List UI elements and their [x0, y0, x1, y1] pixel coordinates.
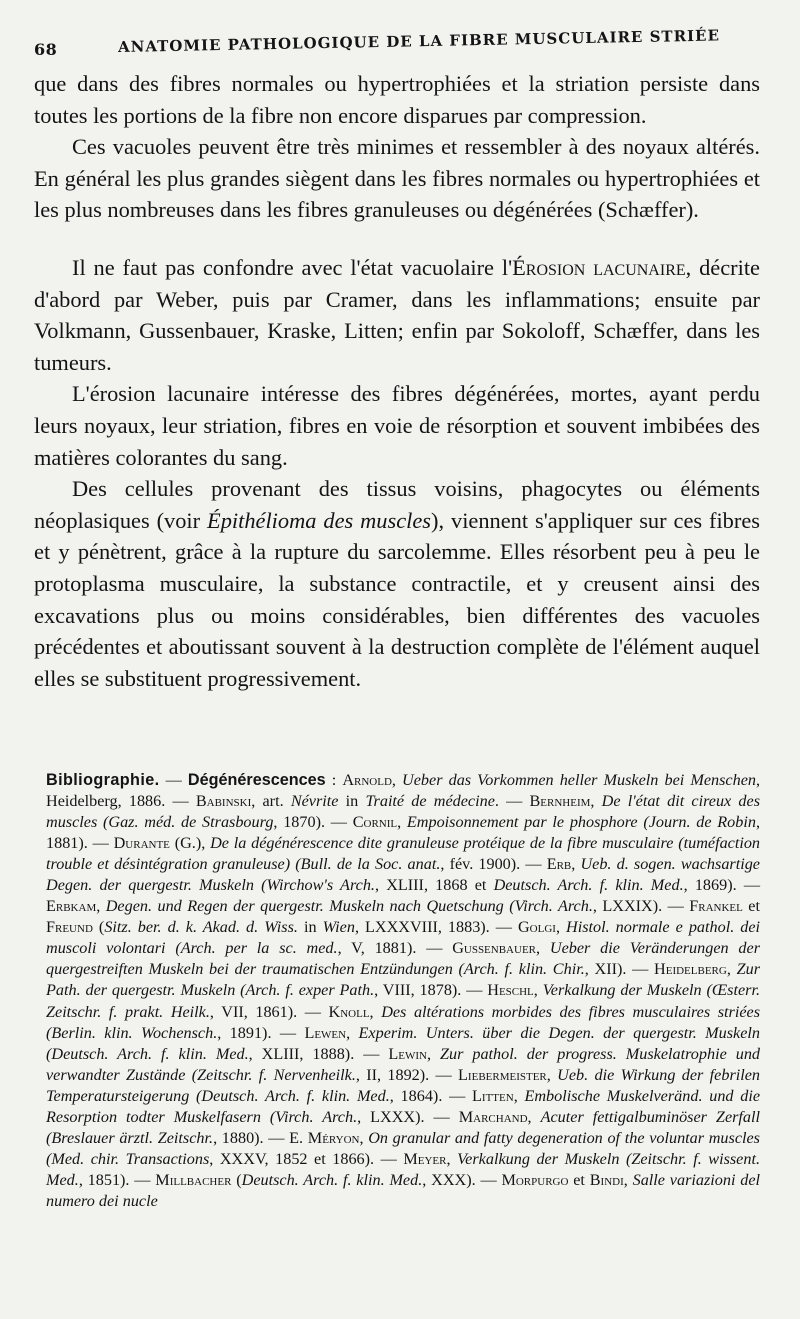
page-number: 68: [34, 40, 58, 59]
author: Durante (G.): [113, 834, 202, 853]
author: Bernheim: [529, 792, 591, 811]
text-run: in: [338, 792, 366, 811]
citation-title: Deutsch. Arch. f. klin. Med.: [493, 876, 684, 895]
author: Marchand: [458, 1107, 528, 1126]
citation-title: Verkalkung der Muskeln (Œsterr. Zeitschr. f. prakt. Heilk.: [46, 981, 760, 1021]
text-run: ,: [346, 1023, 359, 1042]
author: Liebermeister: [458, 1065, 547, 1084]
author: Lewin: [388, 1044, 427, 1063]
citation-title: Deutsch. Arch. f. klin. Med.: [241, 1170, 423, 1189]
text-run: , XXXV, 1852 et 1866). —: [209, 1149, 404, 1168]
text-run: (: [92, 918, 105, 937]
text-run: , XXX). —: [422, 1170, 502, 1189]
text-run: ,: [359, 1128, 369, 1147]
text-run: ,: [571, 855, 581, 874]
page-header: [34, 26, 760, 60]
author: Babinski: [195, 792, 252, 811]
text-run: ,: [96, 897, 106, 916]
text-run: , 1880). —: [213, 1128, 290, 1147]
text-run: , 1864). —: [389, 1086, 473, 1105]
author: Frankel: [689, 897, 743, 916]
text-run: ,: [533, 981, 543, 1000]
text-run: ,: [391, 771, 403, 789]
text-run: , LXXX). —: [357, 1107, 459, 1126]
text-run: ,: [555, 918, 567, 937]
citation-title: Salle variazioni del numero dei nucle: [46, 1170, 761, 1210]
author: Arnold: [342, 771, 392, 789]
text-run: —: [159, 771, 188, 789]
citation-title: Ueb. d. sogen. wachsartige Degen. der quergestr. Muskeln (Wirchow's Arch.: [46, 855, 760, 895]
bibliography-heading: Bibliographie.: [46, 771, 160, 789]
author: Freund: [46, 918, 93, 937]
citation-title: Névrite: [290, 792, 339, 811]
author: E. Méryon: [289, 1128, 360, 1147]
author: Meyer: [403, 1149, 447, 1168]
text-run: , 1881). —: [46, 813, 761, 853]
text-run: , XLIII, 1888). —: [248, 1044, 389, 1063]
author: Lewen: [304, 1023, 347, 1042]
text-run: ,: [513, 1086, 525, 1105]
author: Bindi: [589, 1170, 624, 1189]
author: Erb: [546, 855, 572, 874]
author: Gussenbauer: [452, 939, 537, 958]
text-run: , fév. 1900). —: [440, 855, 547, 874]
text-run: ,: [426, 1044, 440, 1063]
paragraph-cells: [34, 473, 760, 694]
text-run: , LXXXVIII, 1883). —: [354, 918, 518, 937]
citation-title: Zur pathol. der progress. Muskelatrophie und verwandter Zustände (Zeitschr. f. Nervenheilk.: [46, 1044, 761, 1084]
citation-title: Traité de médecine: [365, 792, 495, 811]
author: Cornil: [352, 813, 398, 832]
citation-title: Sitz. ber. d. k. Akad. d. Wiss.: [104, 918, 298, 937]
text-run: , 1851). —: [78, 1170, 156, 1189]
citation-title: On granular and fatty degeneration of the voluntar muscles (Med. chir. Transactions: [46, 1128, 760, 1168]
text-run: , LXXIX). —: [592, 897, 690, 916]
citation-title: De la dégénérescence dite granuleuse protéique de la fibre musculaire (tuméfaction trouble et désintégration granuleuse) (Bull. de la Soc. anat.: [46, 834, 761, 874]
text-run: ,: [446, 1149, 458, 1168]
citation-title: Embolische Muskelveränd. und die Resorption todter Muskelfasern (Virch. Arch.: [46, 1086, 761, 1126]
text-run: et: [742, 897, 760, 916]
bibliography: [46, 770, 760, 1212]
citation-title: Verkalkung der Muskeln (Zeitschr. f. wissent. Med.: [46, 1149, 761, 1189]
text-run: et: [568, 1170, 590, 1189]
author: Erbkam: [46, 897, 97, 916]
citation-title: Experim. Unters. über die Degen. der quergestr. Muskeln (Deutsch. Arch. f. klin. Med.: [46, 1023, 761, 1063]
author: Heidelberg: [654, 960, 727, 979]
text-run: , VII, 1861). —: [209, 1002, 329, 1021]
text-run: , Heidelberg, 1886. —: [46, 771, 761, 811]
citation-title: Degen. und Regen der quergestr. Muskeln nach Quetschung (Virch. Arch.: [105, 897, 593, 916]
citation-title: Empoisonnement par le phosphore (Journ. de Robin: [406, 813, 756, 832]
text-run: ,: [726, 960, 737, 979]
citation-title: Wien: [322, 918, 355, 937]
author: Knoll: [328, 1002, 370, 1021]
text-run: , art.: [251, 792, 291, 811]
term-erosion-lacunaire: Érosion lacunaire: [512, 254, 686, 280]
text-run: Des cellules provenant des tissus voisins, phagocytes ou éléments néoplasiques (voir: [34, 476, 760, 533]
paragraph-vacuoles: Ces vacuoles peuvent être très minimes et ressembler à des noyaux altérés. En général les plus grandes siègent dans les fibres normales ou hypertrophiées et les plus nombreuses dans les fibres granuleuses ou dégénérées (Schæffer).: [34, 134, 760, 223]
text-run: , 1869). —: [683, 876, 761, 895]
reference-epithelioma: Épithélioma des muscles: [207, 507, 432, 533]
text-run: , XLIII, 1868 et: [374, 876, 494, 895]
text-run: ,: [536, 939, 550, 958]
citation-title: Zur Path. der quergestr. Muskeln (Arch. f. exper Path.: [46, 960, 760, 1000]
citation-title: Acuter fettigalbuminöser Zerfall (Breslauer ärztl. Zeitschr.: [46, 1107, 761, 1147]
text-run: (: [231, 1170, 242, 1189]
running-title: ANATOMIE PATHOLOGIQUE DE LA FIBRE MUSCULAIRE STRIÉE: [117, 26, 721, 56]
paragraph-continuation: que dans des fibres normales ou hypertrophiées et la striation persiste dans toutes les portions de la fibre non encore disparues par compression.: [34, 71, 760, 128]
text-run: , II, 1892). —: [355, 1065, 459, 1084]
author: Millbacher: [155, 1170, 232, 1189]
text-run: . —: [494, 792, 530, 811]
paragraph-erosion-intro: [34, 252, 760, 378]
citation-title: De l'état dit cireux des muscles (Gaz. méd. de Strasbourg: [46, 792, 761, 832]
author: Litten: [472, 1086, 514, 1105]
text-run: ,: [397, 813, 407, 832]
text-run: :: [325, 771, 343, 789]
text-run: ,: [527, 1107, 541, 1126]
citation-title: Ueber das Vorkommen heller Muskeln bei Menschen: [402, 771, 756, 789]
text-run: in: [297, 918, 323, 937]
citation-title: Ueb. die Wirkung der febrilen Temperatursteigerung (Deutsch. Arch. f. klin. Med.: [46, 1065, 761, 1105]
text-run: , VIII, 1878). —: [374, 981, 488, 1000]
text-run: , V, 1881). —: [337, 939, 453, 958]
citation-title: Histol. normale e pathol. dei muscoli volontari (Arch. per la sc. med.: [46, 918, 761, 958]
text-run: , XII). —: [584, 960, 655, 979]
text-run: , décrite d'abord par Weber, puis par Cramer, dans les inflammations; ensuite par Volkmann, Gussenbauer, Kraske, Litten; enfin par Sokoloff, Schæffer, dans les tumeurs.: [34, 254, 760, 375]
citation-title: Des altérations morbides des fibres musculaires striées (Berlin. klin. Wochensch.: [46, 1002, 760, 1042]
bibliography-subheading: Dégénérescences: [187, 771, 326, 789]
paragraph-erosion-description: L'érosion lacunaire intéresse des fibres dégénérées, mortes, ayant perdu leurs noyaux, leur striation, fibres en voie de résorption et souvent imbibées des matières colorantes du sang.: [34, 381, 760, 470]
text-run: ,: [201, 834, 211, 853]
main-text: [34, 68, 760, 694]
text-run: Il ne faut pas confondre avec l'état vacuolaire l': [72, 254, 513, 280]
text-run: ,: [590, 792, 602, 811]
text-run: ,: [369, 1002, 382, 1021]
author: Morpurgo: [501, 1170, 569, 1189]
text-run: ,: [546, 1065, 558, 1084]
text-run: , 1891). —: [217, 1023, 305, 1042]
text-run: ,: [623, 1170, 633, 1189]
author: Golgi: [517, 918, 556, 937]
citation-title: Ueber die Veränderungen der quergestreiften Muskeln bei der traumatischen Entzündungen (Arch. f. klin. Chir.: [46, 939, 760, 979]
author: Heschl: [487, 981, 534, 1000]
text-run: ), viennent s'appliquer sur ces fibres et y pénètrent, grâce à la rupture du sarcolemme. Elles résorbent peu à peu le protoplasma musculaire, la substance contractile, et y creusent ainsi des excavations plus ou moins considérables, bien différentes des vacuoles précédentes et aboutissant souvent à la destruction complète de l'élément auquel elles se substituent progressivement.: [34, 507, 760, 691]
text-run: , 1870). —: [273, 813, 353, 832]
